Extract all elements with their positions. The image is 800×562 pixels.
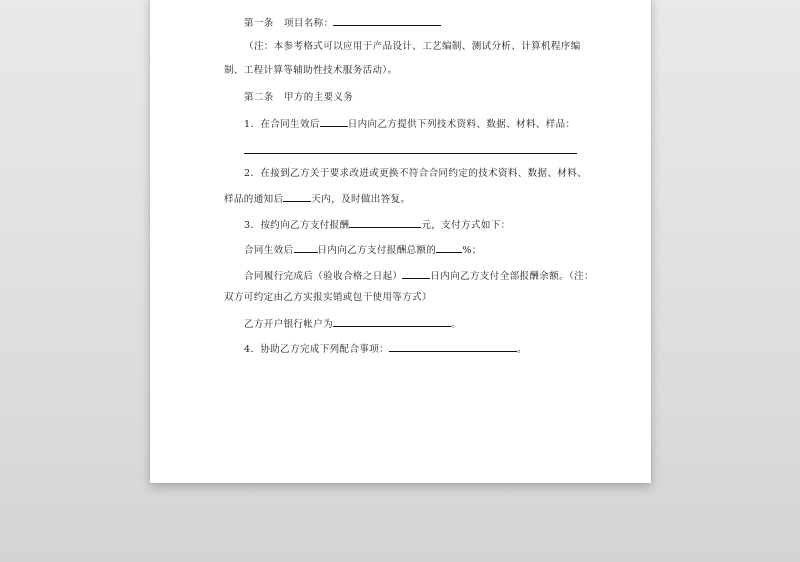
- payment-1: [244, 243, 482, 257]
- item-2-days-blank[interactable]: [283, 192, 311, 202]
- payment-2-line-2: 双方可约定由乙方实报实销或包干使用等方式）: [224, 292, 432, 303]
- payment-2-days-blank[interactable]: [402, 269, 430, 279]
- bank-account-end: 。: [451, 319, 462, 330]
- item-4-end: 。: [517, 344, 527, 355]
- payment-1-days-blank[interactable]: [294, 243, 318, 253]
- item-1-days-blank[interactable]: [320, 117, 348, 127]
- article-1-title: 项目名称：: [283, 18, 334, 29]
- note-line-1: （注：本参考格式可以应用于产品设计、工艺编制、测试分析、计算机程序编: [244, 41, 581, 52]
- item-2-line-2: [224, 192, 410, 206]
- item-3-text-a: 3．按约向乙方支付报酬: [244, 220, 350, 231]
- item-3-text-b: 元，支付方式如下：: [421, 220, 511, 231]
- item-1-text-a: 1．在合同生效后: [244, 119, 320, 130]
- partial-top-line: [242, 0, 381, 2]
- payment-1-text-a: 合同生效后: [244, 245, 294, 256]
- project-name-blank[interactable]: [333, 16, 441, 26]
- payment-amount-blank[interactable]: [349, 218, 421, 228]
- bank-account-blank[interactable]: [333, 317, 451, 327]
- article-2-title: 甲方的主要义务: [283, 92, 354, 103]
- article-2-label: 第二条: [244, 92, 274, 103]
- item-2-text-b: 天内，及时做出答复。: [311, 194, 411, 205]
- item-1: [244, 117, 575, 131]
- bank-account: [244, 317, 461, 331]
- article-1-label: 第一条: [244, 18, 274, 29]
- item-3: [244, 218, 511, 232]
- item-1-fill-line[interactable]: [244, 153, 577, 154]
- payment-2: [244, 269, 594, 283]
- payment-1-text-c: %；: [462, 245, 482, 256]
- contract-page: [150, 0, 651, 483]
- item-1-text-b: 日内向乙方提供下列技术资料、数据、材料、样品：: [347, 119, 576, 130]
- payment-1-text-b: 日内向乙方支付报酬总额的: [317, 245, 437, 256]
- article-2: [244, 92, 353, 104]
- article-1: [244, 16, 441, 30]
- bank-account-text: 乙方开户银行帐户为: [244, 319, 334, 330]
- item-4-blank[interactable]: [389, 342, 517, 352]
- payment-1-percent-blank[interactable]: [436, 243, 462, 253]
- item-4: [244, 342, 527, 356]
- item-2-line-1: 2．在接到乙方关于要求改进或更换不符合合同约定的技术资料、数据、材料、: [244, 168, 588, 179]
- payment-2-text-a: 合同履行完成后（验收合格之日起）: [244, 271, 403, 282]
- item-2-text-a: 样品的通知后: [224, 194, 284, 205]
- payment-2-text-b: 日内向乙方支付全部报酬余额。（注：: [430, 271, 594, 282]
- item-4-text: 4．协助乙方完成下列配合事项：: [244, 344, 390, 355]
- note-line-2: 制、工程计算等辅助性技术服务活动）。: [224, 65, 398, 76]
